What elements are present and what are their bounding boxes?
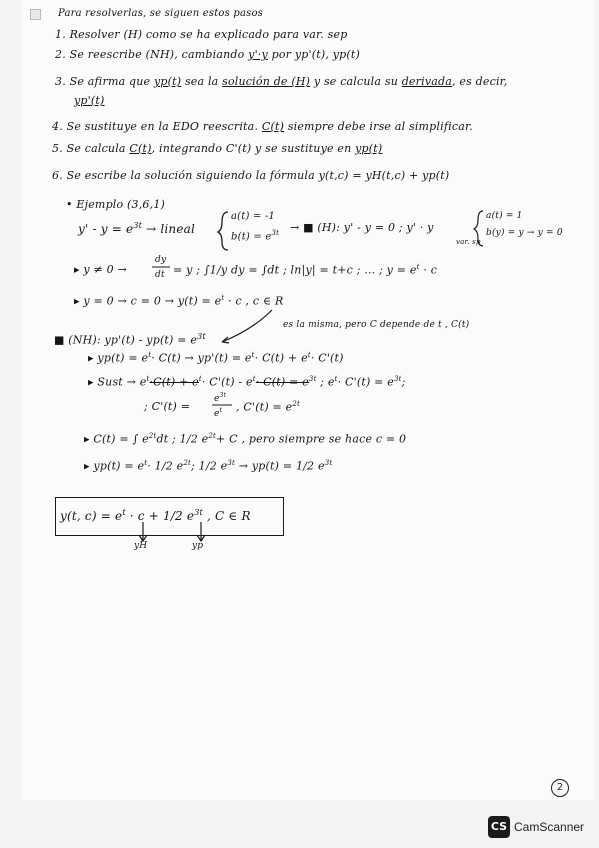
case-y-nonzero: ▸ y ≠ 0 → xyxy=(74,263,127,276)
system-b: $b(t) = e^{3t}$ xyxy=(231,229,280,243)
frac-dy: dy xyxy=(155,255,167,265)
label-yh: yH xyxy=(134,541,148,551)
system-a: a(t) = -1 xyxy=(231,211,276,222)
cprime-result: , $C'(t) = e^{2t}$ xyxy=(236,400,301,414)
yp-result: ▸ $yp(t) = e^t\cdot 1/2$ $e^{2t}$; 1/2 $e^{3t} \to yp(t) = 1/2$ $e^{3t}$ xyxy=(84,459,333,473)
step-1: 1. Resolver (H) como se ha explicado para var. sep xyxy=(55,28,348,41)
step-3: 3. Se afirma que yp(t) sea la solución de (H) y se calcula su derivada, es decir, xyxy=(55,75,508,88)
h-system-a: a(t) = 1 xyxy=(486,211,523,221)
variation-note: es la misma, pero C depende de t , C(t) xyxy=(283,320,470,330)
step-2: 2. Se reescribe (NH), cambiando y'·y por yp'(t), yp(t) xyxy=(55,48,360,61)
step-4: 4. Se sustituye en la EDO reescrita. C(t) siempre debe irse al simplificar. xyxy=(52,120,473,133)
h-system-b: b(y) = y → y = 0 xyxy=(486,228,563,238)
cprime-num: $e^{3t}$ xyxy=(214,392,227,404)
var-sep-note: var. sp xyxy=(456,238,481,246)
cprime-den: $e^t$ xyxy=(214,407,223,419)
case-y-nonzero-rest: = y ; ∫1/y dy = ∫dt ; ln|y| = t+c ; ... ; $y = e^t \cdot c$ xyxy=(173,263,438,277)
intro-text: Para resolverlas, se siguen estos pasos xyxy=(58,8,263,19)
frac-dt: dt xyxy=(155,270,165,280)
example-title: • Ejemplo (3,6,1) xyxy=(66,198,166,211)
non-homogeneous-eq: ■ (NH): $yp'(t) - yp(t) = e^{3t}$ xyxy=(54,332,206,347)
final-solution: y(t, $c) = e^t \cdot c + 1/2$ $e^{3t}$ , C ∈ R xyxy=(60,508,251,523)
example-equation: $y' - y = e^{3t}$ → lineal xyxy=(78,221,196,236)
camscanner-watermark xyxy=(488,816,584,838)
label-yp: yp xyxy=(192,541,204,551)
substitution-line: ▸ Sust → $e^t\cdot C(t) + e^t\cdot C'(t) - e^t\cdot C(t) = e^{3t}$ ; $e^t\cdot C'(t) = e^{3t}$; xyxy=(88,375,406,389)
cprime-label: ; C'(t) = xyxy=(144,400,191,413)
page-number: 2 xyxy=(551,779,569,797)
step-5: 5. Se calcula C(t), integrando C'(t) y se sustituye en yp(t) xyxy=(52,142,383,155)
c-integral: ▸ C(t) = ∫ $e^{2t}dt$ ; 1/2 $e^{2t}+ C$ , pero siempre se hace c = 0 xyxy=(84,432,407,446)
camscanner-logo-icon: CS xyxy=(488,816,510,838)
step-6: 6. Se escribe la solución siguiendo la fórmula y(t,c) = yH(t,c) + yp(t) xyxy=(52,169,450,182)
camscanner-name: CamScanner xyxy=(514,820,585,834)
case-y-zero: ▸ $y = 0 \to c = 0 \to y(t) = e^t \cdot c$ , c ∈ R xyxy=(74,294,284,308)
yp-definition: ▸ $yp(t) = e^t\cdot C(t) \to yp'(t) = e^t\cdot C(t) + e^t\cdot C'(t)$ xyxy=(88,351,344,365)
step-3-derivative: yp'(t) xyxy=(74,94,105,107)
homogeneous-eq: → ■ (H): y' - y = 0 ; y' · y xyxy=(290,221,434,234)
